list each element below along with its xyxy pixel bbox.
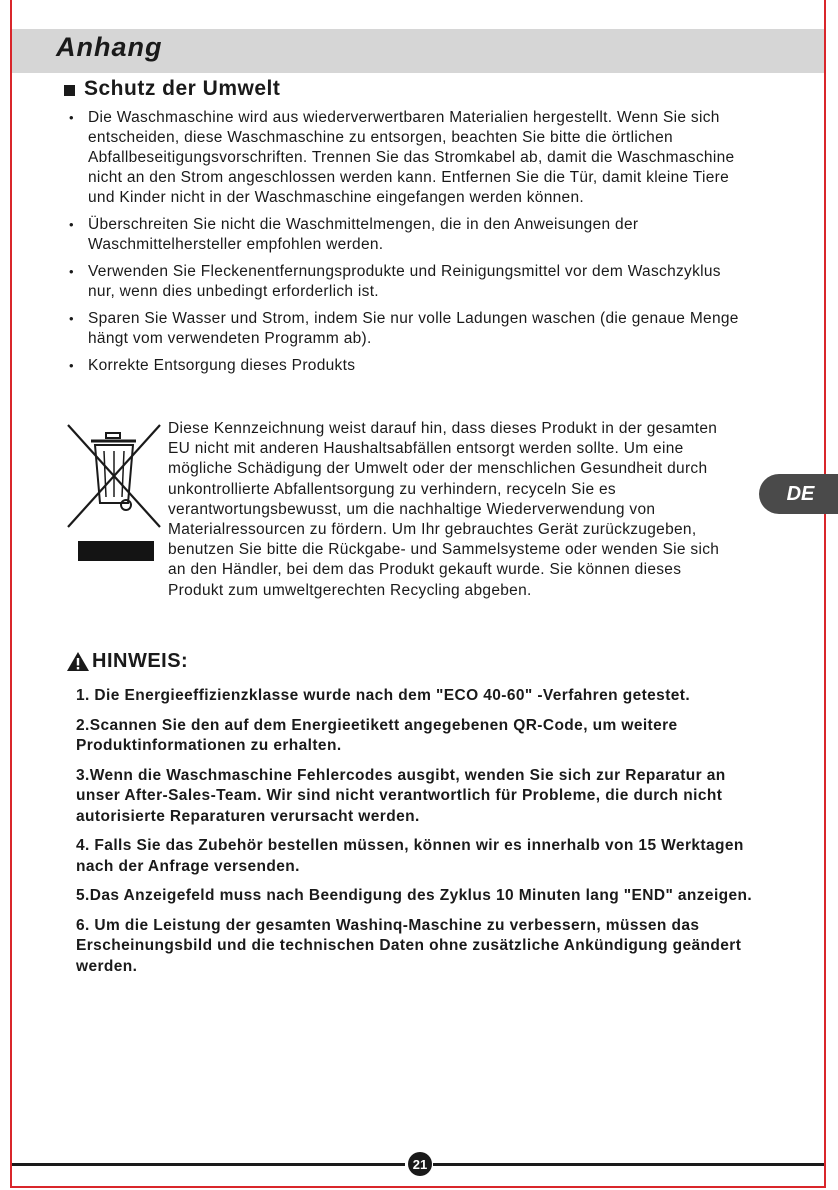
- notice-heading: [66, 650, 188, 673]
- notice-item: 6. Um die Leistung der gesamten Washinq-Maschine zu verbessern, müssen das Erscheinungsbild und die technischen Daten ohne zusätzliche Ankündigung geändert werden.: [76, 916, 742, 975]
- page-title: Anhang: [56, 32, 163, 62]
- list-item: • Die Waschmaschine wird aus wiederverwertbaren Materialien hergestellt. Wenn Sie sich entscheiden, diese Waschmaschine zu entsorgen, beachten Sie bitte die örtlichen Abfallbeseitigungsvorschriften. Trennen Sie das Stromkabel ab, damit die Waschmaschine nicht an den Strom angeschlossen werden kann. Entfernen Sie die Tür, damit kleine Tiere und Kinder nicht in der Waschmaschine eingefangen werden können.: [66, 108, 746, 208]
- language-tab: DE: [759, 474, 838, 514]
- section-heading: [64, 77, 280, 101]
- list-item: • Korrekte Entsorgung dieses Produkts: [66, 356, 746, 376]
- footer-rule-right: [433, 1163, 824, 1166]
- environment-bullet-list: [66, 108, 746, 383]
- disposal-notice-text: Diese Kennzeichnung weist darauf hin, dass dieses Produkt in der gesamten EU nicht mit anderen Haushaltsabfällen entsorgt werden sollte. Um eine mögliche Schädigung der Umwelt oder der menschlichen Gesundheit durch unkontrollierte Abfallentsorgung zu verhindern, recyceln Sie es verantwortungsbewusst, um die nachhaltige Wiederverwendung von Materialressourcen zu fördern. Um Ihr gebrauchtes Gerät zurückzugeben, benutzen Sie bitte die Rückgabe- und Sammelsysteme oder wenden Sie sich an den Händler, bei dem das Produkt gekauft wurde. Sie können dieses Produkt zum umweltgerechten Recycling abgeben.: [168, 420, 720, 599]
- footer-rule-left: [12, 1163, 405, 1166]
- weee-bar-marker: [78, 541, 154, 561]
- page-number: 21: [408, 1152, 432, 1176]
- notice-item: 2.Scannen Sie den auf dem Energieetikett angegebenen QR-Code, um weitere Produktinformationen zu erhalten.: [76, 716, 678, 754]
- square-bullet-icon: [64, 85, 75, 96]
- notice-item: 3.Wenn die Waschmaschine Fehlercodes ausgibt, wenden Sie sich zur Reparatur an unser After-Sales-Team. Wir sind nicht verantwortlich für Probleme, die durch nicht autorisierte Reparaturen verursacht werden.: [76, 766, 726, 825]
- section-heading-text: Schutz der Umwelt: [84, 77, 281, 100]
- crossed-out-bin-icon: [66, 423, 162, 529]
- list-item: • Überschreiten Sie nicht die Waschmittelmengen, die in den Anweisungen der Waschmittelhersteller empfohlen werden.: [66, 215, 746, 255]
- list-item: • Verwenden Sie Fleckenentfernungsprodukte und Reinigungsmittel vor dem Waschzyklus nur, wenn dies unbedingt erforderlich ist.: [66, 262, 746, 302]
- notice-list: [76, 686, 756, 986]
- notice-item: 1. Die Energieeffizienzklasse wurde nach dem "ECO 40-60" -Verfahren getestet.: [76, 687, 691, 704]
- notice-item: 4. Falls Sie das Zubehör bestellen müssen, können wir es innerhalb von 15 Werktagen nach der Anfrage versenden.: [76, 837, 744, 875]
- list-item: • Sparen Sie Wasser und Strom, indem Sie nur volle Ladungen waschen (die genaue Menge hängt vom verwendeten Programm ab).: [66, 309, 746, 349]
- notice-heading-text: HINWEIS:: [92, 650, 189, 672]
- warning-icon: [66, 651, 90, 672]
- notice-item: 5.Das Anzeigefeld muss nach Beendigung des Zyklus 10 Minuten lang "END" anzeigen.: [76, 887, 753, 904]
